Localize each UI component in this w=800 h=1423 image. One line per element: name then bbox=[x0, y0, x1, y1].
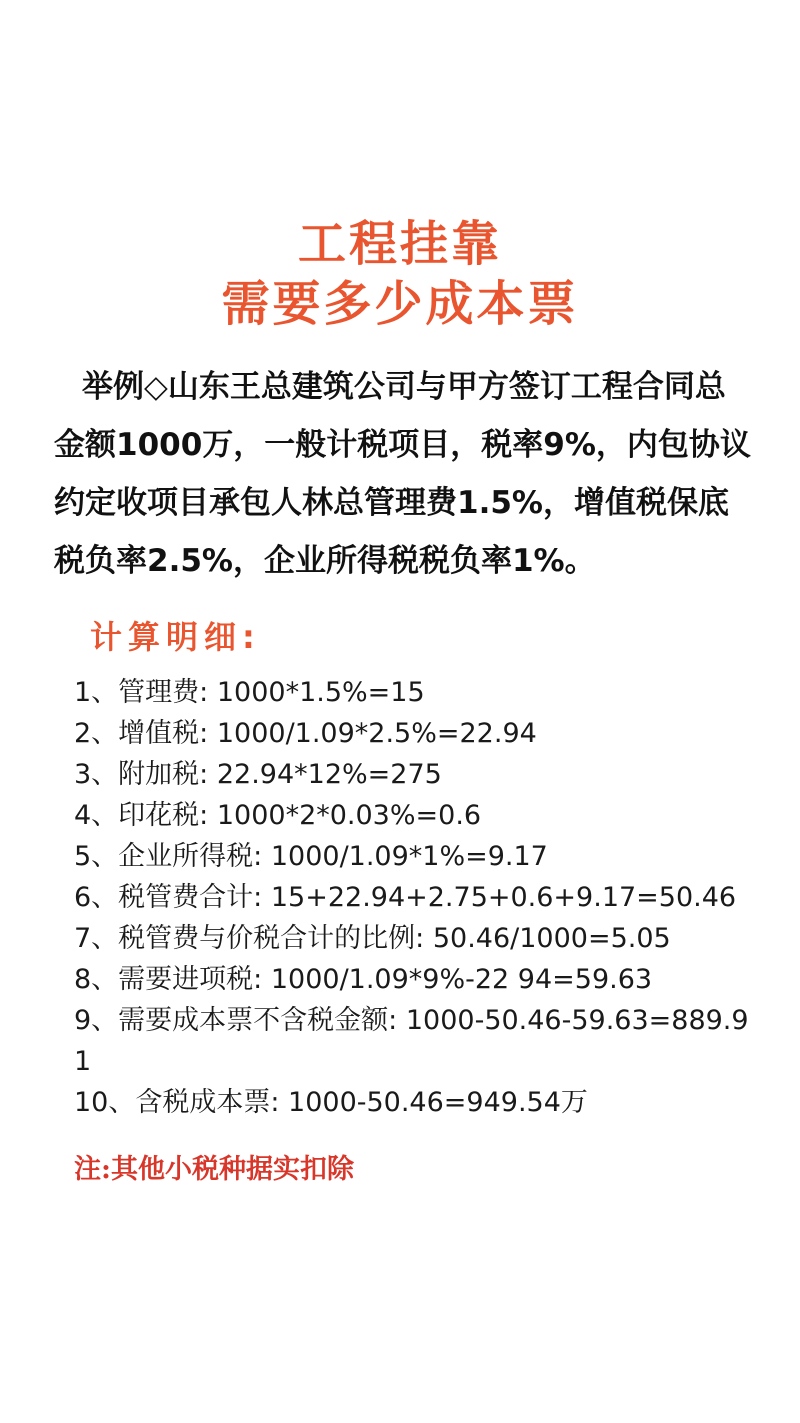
calculation-item: 8、需要进项税: 1000/1.09*9%-22 94=59.63 bbox=[74, 964, 653, 995]
calculation-item: 4、印花税: 1000*2*0.03%=0.6 bbox=[74, 800, 482, 831]
calculation-heading: 计算明细: bbox=[90, 618, 261, 656]
calculation-item: 2、增值税: 1000/1.09*2.5%=22.94 bbox=[74, 718, 537, 749]
intro-paragraph: 举例◇山东王总建筑公司与甲方签订工程合同总金额1000万，一般计税项目，税率9%，内包协议约定收项目承包人林总管理费1.5%，增值税保底税负率2.5%，企业所得税税负率1%。 bbox=[54, 369, 751, 579]
calculation-item: 10、含税成本票: 1000-50.46=949.54万 bbox=[74, 1087, 588, 1118]
calculation-item: 6、税管费合计: 15+22.94+2.75+0.6+9.17=50.46 bbox=[74, 882, 737, 913]
calculation-item: 9、需要成本票不含税金额: 1000-50.46-59.63=889.91 bbox=[74, 1005, 749, 1077]
calculation-item: 5、企业所得税: 1000/1.09*1%=9.17 bbox=[74, 841, 548, 872]
page-title-line-2: 需要多少成本票 bbox=[221, 276, 579, 332]
page-title-line-1: 工程挂靠 bbox=[297, 216, 502, 272]
calculation-item: 7、税管费与价税合计的比例: 50.46/1000=5.05 bbox=[74, 923, 671, 954]
calculation-item: 1、管理费: 1000*1.5%=15 bbox=[74, 677, 425, 708]
calculation-list bbox=[74, 672, 754, 1123]
calculation-item: 3、附加税: 22.94*12%=275 bbox=[74, 759, 442, 790]
footnote: 注:其他小税种据实扣除 bbox=[74, 1154, 354, 1185]
